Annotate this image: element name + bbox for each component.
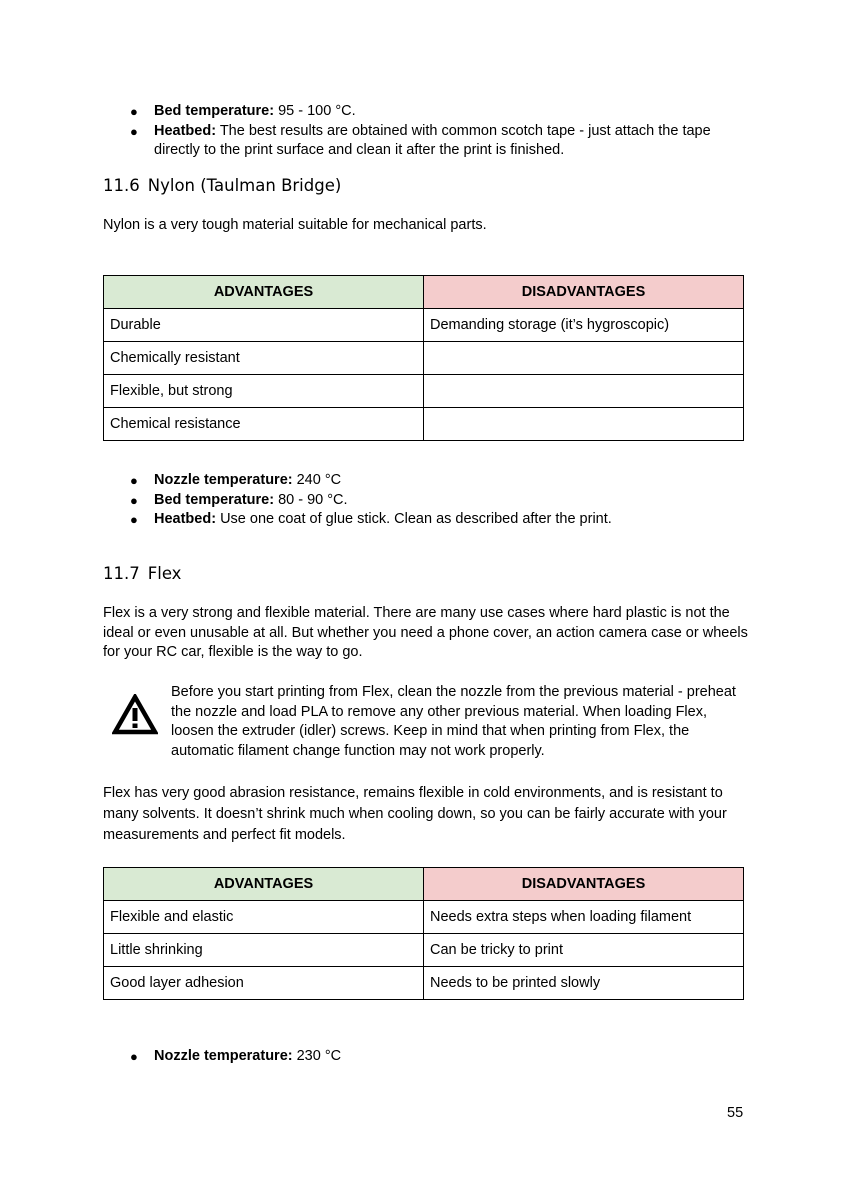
bullet-text: Use one coat of glue stick. Clean as described after the print. [216,511,612,527]
list-item [0,471,848,491]
table-cell [424,408,744,441]
bullet-label: Nozzle temperature: [154,1048,293,1064]
table-cell: Flexible and elastic [104,901,424,934]
section-heading-nylon [103,176,341,195]
table-row [104,934,744,967]
table-cell: Chemically resistant [104,342,424,375]
bullet-label: Bed temperature: [154,491,275,508]
flex-bullet-list [0,1047,848,1067]
list-item [0,102,848,122]
table-cell: Chemical resistance [104,408,424,441]
table-cell: Little shrinking [104,934,424,967]
nylon-table [103,275,744,441]
bullet-label: Heatbed: [154,511,217,527]
bullet-label: Nozzle temperature: [154,472,293,488]
bullet-icon: ● [130,104,138,119]
bullet-label: Bed temperature: [154,103,275,119]
bullet-icon: ● [130,1049,138,1064]
table-header-row [104,868,744,901]
flex-warning-text: Before you start printing from Flex, clean the nozzle from the previous material - preheat the nozzle and load PLA to remove any other previous material. When loading Flex, loosen the extruder (idler) screws. Keep in mind that when printing from Flex, the automatic filament change function may not work properly. [171,684,736,759]
flex-table [103,867,744,1000]
table-cell: Durable [104,309,424,342]
table-row [104,309,744,342]
page-number: 55 [727,1105,744,1121]
section-title: Nylon (Taulman Bridge) [147,176,342,195]
bullet-text: 95 - 100 °C. [274,103,356,119]
list-item [0,1047,848,1067]
bullet-text: The best results are obtained with common scotch tape - just attach the tape directly to the print surface and clean it after the print is finished. [154,122,711,158]
section-title: Flex [147,564,182,583]
bullet-text: 80 - 90 °C. [274,491,348,508]
table-row [104,375,744,408]
warning-triangle-icon [112,694,158,736]
table-row [104,967,744,1000]
table-cell [424,375,744,408]
bullet-text: 230 °C [292,1048,342,1064]
section-number: 11.7 [103,564,140,583]
table-cell [424,342,744,375]
bullet-text: 240 °C [292,472,342,488]
flex-intro: Flex is a very strong and flexible material. There are many use cases where hard plastic is not the ideal or even unusable at all. But whether you need a phone cover, an action camera case or wheels for your RC car, flexible is the way to go. [103,605,748,660]
bullet-icon: ● [130,492,138,508]
advantages-header: ADVANTAGES [104,868,424,901]
table-cell: Needs extra steps when loading filament [424,901,744,934]
table-cell: Can be tricky to print [424,934,744,967]
bullet-label: Heatbed: [154,122,217,139]
table-cell: Flexible, but strong [104,375,424,408]
nylon-intro: Nylon is a very tough material suitable for mechanical parts. [103,217,487,233]
top-bullet-list [0,102,848,161]
list-item [0,122,848,161]
nylon-bullet-list [0,471,848,530]
bullet-icon: ● [130,512,138,527]
table-row [104,408,744,441]
table-cell: Demanding storage (it’s hygroscopic) [424,309,744,342]
flex-paragraph: Flex has very good abrasion resistance, remains flexible in cold environments, and is resistant to many solvents. It doesn’t shrink much when cooling down, so you can be fairly accurate with your measurements and perfect fit models. [103,785,727,843]
section-heading-flex [103,564,181,583]
disadvantages-header: DISADVANTAGES [424,868,744,901]
table-row [104,901,744,934]
list-item [0,510,848,530]
advantages-header: ADVANTAGES [104,276,424,309]
bullet-icon: ● [130,473,138,488]
table-row [104,342,744,375]
table-header-row [104,276,744,309]
table-cell: Good layer adhesion [104,967,424,1000]
section-number: 11.6 [103,176,140,195]
list-item [0,491,848,511]
table-cell: Needs to be printed slowly [424,967,744,1000]
bullet-icon: ● [130,123,138,139]
disadvantages-header: DISADVANTAGES [424,276,744,309]
